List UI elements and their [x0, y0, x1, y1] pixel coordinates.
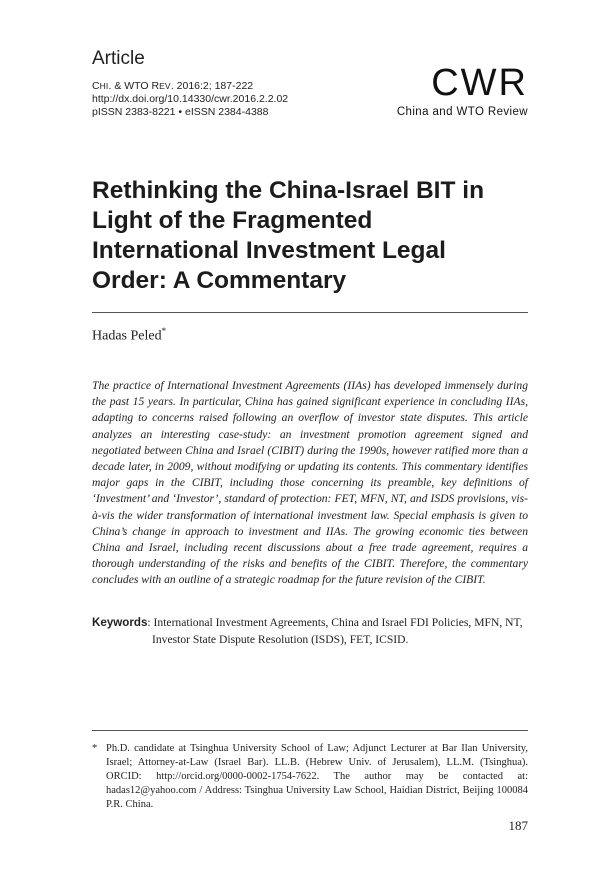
footnote-mark: *: [92, 743, 98, 754]
citation-smallcaps-2: EV: [159, 81, 171, 91]
abstract: The practice of International Investment Agreements (IIAs) has developed immensely during the past 15 years. In particular, China has gained significant experience in concluding IIAs, adapting to concerns raised following an overflow of investor state disputes. This article analyzes an interesting case-study: an investment promotion agreement signed and negotiated between China and Israel (CIBIT) during the 1990s, however ratified more than a decade later, in 2009, without modifying or updating its contents. This commentary identifies major gaps in the CIBIT, including those concerning its preamble, key definitions of ‘Investment’ and ‘Investor’, standard of protection: FET, MFN, NT, and ISDS provisions, vis-à-vis the wider transformation of international investment law. Special emphasis is given to China’s change in approach to investment and IIAs. The growing economic ties between China and Israel, including recent discussions about a free trade agreement, requires a thorough understanding of the risks and benefits of the CIBIT. Therefore, the commentary concludes with an outline of a strategic roadmap for the future revision of the CIBIT.: [92, 379, 528, 587]
journal-brand: [397, 64, 528, 118]
journal-name: China and WTO Review: [396, 106, 528, 118]
article-header: [92, 48, 288, 119]
keywords-label: Keywords: [92, 616, 148, 629]
author-name: Hadas Peled: [92, 328, 162, 344]
citation-rest: . 2016:2; 187-222: [170, 80, 254, 92]
keywords-text: : International Investment Agreements, China and Israel FDI Policies, MFN, NT, Investor State Dispute Resolution (ISDS), FET, ICSID.: [147, 616, 523, 646]
footnote-divider: [92, 730, 528, 731]
footnote-text: Ph.D. candidate at Tsinghua University School of Law; Adjunct Lecturer at Bar Ilan University, Israel; Attorney-at-Law (Israel Bar). LL.B. (Hebrew Univ. of Jerusalem), LL.M. (Tsinghua). ORCID: http://orcid.org/0000-0002-1754-7622. The author may be contacted at: hadas12@yahoo.com / Address: Tsinghua University Law School, Haidian District, Beijing 100084 P.R. China.: [106, 743, 528, 810]
journal-citation: [92, 80, 288, 93]
journal-logo: CWR: [431, 62, 528, 104]
citation-mid: . & WTO R: [108, 80, 160, 92]
article-type-label: Article: [92, 48, 145, 69]
citation-prefix: C: [92, 80, 100, 92]
title-divider: [92, 312, 528, 313]
citation-smallcaps-1: HI: [99, 81, 109, 91]
doi-link[interactable]: http://dx.doi.org/10.14330/cwr.2016.2.2.02: [92, 93, 289, 105]
article-title: Rethinking the China-Israel BIT in Light of the Fragmented International Investment Legal Order: A Commentary: [92, 177, 485, 294]
author-footnote-mark[interactable]: *: [161, 326, 167, 336]
page-number: 187: [508, 818, 528, 833]
author-line: [92, 326, 166, 345]
issn-line: pISSN 2383-8221 • eISSN 2384-4388: [92, 106, 269, 118]
author-footnote: [92, 742, 528, 812]
keywords: [92, 614, 528, 648]
